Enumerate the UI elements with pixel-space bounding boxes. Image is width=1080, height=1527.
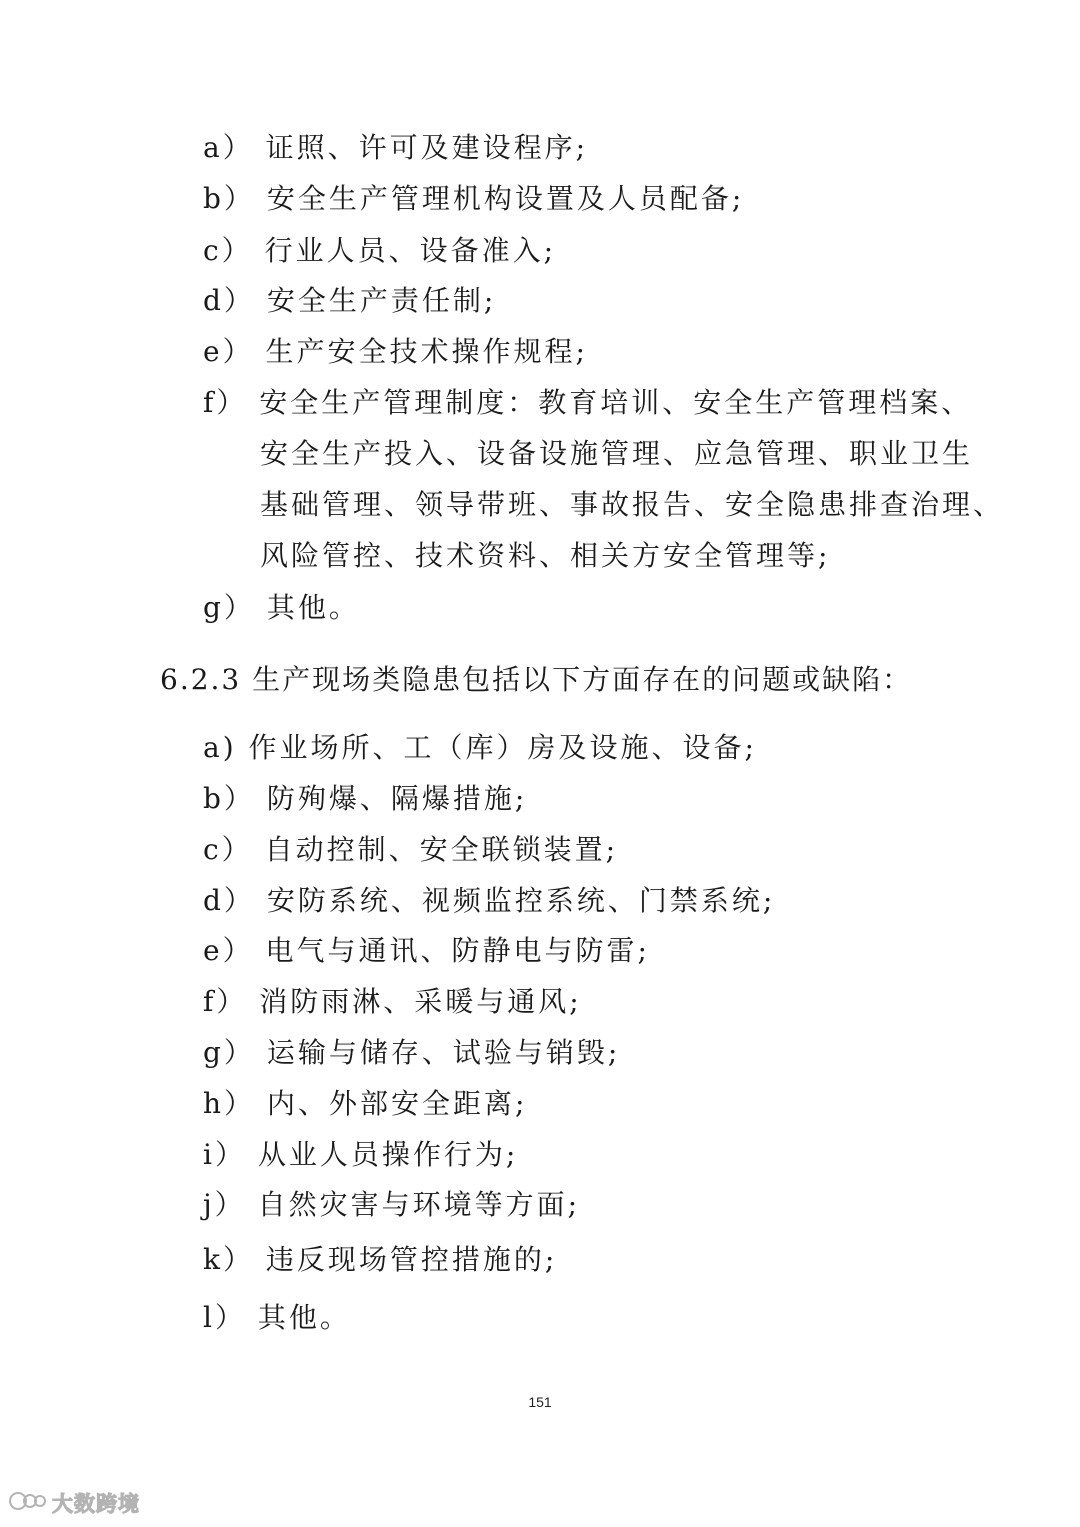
list-item xyxy=(203,883,775,919)
list-item xyxy=(203,730,757,766)
watermark xyxy=(8,1488,140,1518)
list-item xyxy=(203,1035,620,1071)
list-marker: j） xyxy=(203,1188,246,1221)
list-marker: f） xyxy=(203,386,248,419)
list-text: 防殉爆、隔爆措施; xyxy=(266,782,528,815)
list-item xyxy=(203,1242,557,1278)
list-item xyxy=(203,385,972,421)
list-marker: e） xyxy=(203,335,254,368)
page-number: 151 xyxy=(528,1394,552,1410)
watermark-text: 大数跨境 xyxy=(52,1492,140,1516)
list-item xyxy=(203,1137,518,1173)
list-text: 安全生产投入、设备设施管理、应急管理、职业卫生 xyxy=(260,437,974,470)
section-heading: 6.2.3 生产现场类隐患包括以下方面存在的问题或缺陷： xyxy=(160,663,913,696)
list-marker: a) xyxy=(203,731,237,764)
list-text: 作业场所、工（库）房及设施、设备; xyxy=(248,731,757,764)
list-text: 其他。 xyxy=(257,1301,351,1334)
list-item xyxy=(203,1086,527,1122)
list-item xyxy=(203,832,618,868)
list-marker: g） xyxy=(203,591,255,624)
list-marker: f） xyxy=(203,985,248,1018)
list-text: 安全生产责任制; xyxy=(266,284,497,317)
list-marker: g） xyxy=(203,1036,255,1069)
list-marker: l） xyxy=(203,1301,246,1334)
list-text: 安防系统、视频监控系统、门禁系统; xyxy=(266,884,776,917)
list-marker: e） xyxy=(203,934,254,967)
list-item-continuation xyxy=(260,436,973,472)
list-marker: c） xyxy=(203,833,253,866)
list-marker: i） xyxy=(203,1138,246,1171)
list-text: 自然灾害与环境等方面; xyxy=(257,1188,581,1221)
list-item xyxy=(203,181,744,217)
list-item xyxy=(203,334,588,370)
list-text: 从业人员操作行为; xyxy=(257,1138,519,1171)
list-item xyxy=(203,933,650,969)
list-marker: h） xyxy=(203,1087,256,1120)
list-item xyxy=(203,233,556,269)
list-item xyxy=(203,590,360,626)
list-marker: c） xyxy=(203,234,253,267)
list-text: 违反现场管控措施的; xyxy=(265,1243,558,1276)
list-text: 运输与储存、试验与销毁; xyxy=(266,1036,621,1069)
list-item xyxy=(203,283,496,319)
list-text: 其他。 xyxy=(266,591,360,624)
list-text: 消防雨淋、采暖与通风; xyxy=(259,985,582,1018)
list-item-continuation xyxy=(260,487,1004,523)
list-marker: b） xyxy=(203,182,255,215)
list-item xyxy=(203,781,527,817)
list-text: 电气与通讯、防静电与防雷; xyxy=(265,934,650,967)
logo-icon xyxy=(8,1489,48,1517)
list-item xyxy=(203,984,582,1020)
list-marker: k） xyxy=(203,1243,254,1276)
list-text: 自动控制、安全联锁装置; xyxy=(264,833,619,866)
list-text: 内、外部安全距离; xyxy=(266,1087,528,1120)
list-text: 安全生产管理制度：教育培训、安全生产管理档案、 xyxy=(259,386,973,419)
list-marker: d） xyxy=(203,284,255,317)
list-text: 行业人员、设备准入; xyxy=(264,234,557,267)
list-marker: b） xyxy=(203,782,255,815)
list-text: 生产安全技术操作规程; xyxy=(265,335,588,368)
list-text: 基础管理、领导带班、事故报告、安全隐患排查治理、 xyxy=(260,488,1005,521)
list-item xyxy=(203,130,588,166)
list-marker: a） xyxy=(203,131,254,164)
list-text: 风险管控、技术资料、相关方安全管理等; xyxy=(260,539,831,572)
list-item xyxy=(203,1300,351,1336)
list-text: 证照、许可及建设程序; xyxy=(265,131,589,164)
list-text: 安全生产管理机构设置及人员配备; xyxy=(266,182,745,215)
list-item-continuation xyxy=(260,538,830,574)
list-item xyxy=(203,1187,580,1223)
list-marker: d） xyxy=(203,884,255,917)
